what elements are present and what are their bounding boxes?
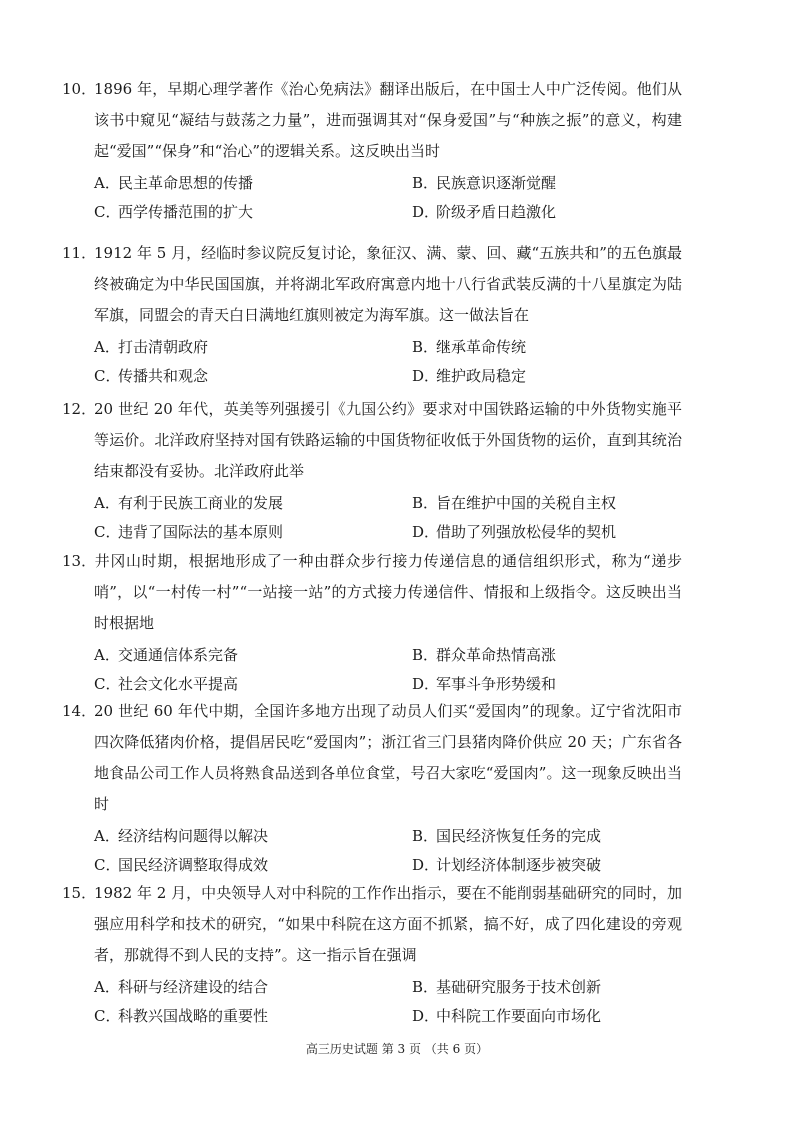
option-text: 科教兴国战略的重要性 — [118, 1007, 269, 1025]
option-text: 基础研究服务于技术创新 — [436, 978, 602, 996]
option-letter: B． — [412, 646, 439, 664]
option-text: 西学传播范围的扩大 — [118, 203, 254, 221]
question-number: 12． — [62, 400, 97, 418]
question-text: 1912 年 5 月，经临时参议院反复讨论，象征汉、满、蒙、回、藏“五族共和”的五色旗最终被确定为中华民国国旗，并将湖北军政府寓意内地十八行省武装反满的十八星旗定为陆军旗，同盟会的青天白日满地红旗则被定为海军旗。这一做法旨在 — [94, 244, 682, 324]
option-text: 阶级矛盾日趋激化 — [436, 203, 557, 221]
option-text: 科研与经济建设的结合 — [118, 978, 269, 996]
option-d[interactable] — [412, 362, 712, 391]
option-a[interactable] — [94, 641, 412, 670]
option-c[interactable] — [94, 198, 412, 227]
page-footer: 高三历史试题 第 3 页 （共 6 页） — [305, 1042, 489, 1056]
option-letter: D． — [412, 856, 440, 874]
option-text: 计划经济体制逐步被突破 — [436, 856, 602, 874]
option-text: 民主革命思想的传播 — [118, 174, 254, 192]
option-b[interactable] — [412, 973, 712, 1002]
option-text: 中科院工作要面向市场化 — [436, 1007, 602, 1025]
option-text: 社会文化水平提高 — [118, 675, 239, 693]
option-b[interactable] — [412, 489, 712, 518]
option-text: 军事斗争形势缓和 — [436, 675, 557, 693]
question-stem — [62, 394, 682, 487]
option-d[interactable] — [412, 1002, 712, 1031]
option-b[interactable] — [412, 333, 712, 362]
question-12 — [62, 394, 682, 547]
option-text: 打击清朝政府 — [118, 338, 209, 356]
question-number: 13． — [62, 552, 97, 570]
options — [94, 169, 682, 227]
option-letter: D． — [412, 675, 440, 693]
options — [94, 822, 682, 880]
question-10 — [62, 74, 682, 227]
question-15 — [62, 878, 682, 1031]
option-a[interactable] — [94, 973, 412, 1002]
question-text: 20 世纪 60 年代中期，全国许多地方出现了动员人们买“爱国肉”的现象。辽宁省沈阳市四次降低猪肉价格，提倡居民吃“爱国肉”；浙江省三门县猪肉降价供应 20 天；广东省各地食品公司工作人员将熟食品送到各单位食堂，号召大家吃“爱国肉”。这一现象反映出当时 — [94, 702, 682, 813]
options — [94, 641, 682, 699]
option-text: 继承革命传统 — [436, 338, 527, 356]
option-letter: D． — [412, 367, 440, 385]
option-letter: C． — [94, 203, 121, 221]
option-text: 有利于民族工商业的发展 — [118, 494, 284, 512]
option-text: 借助了列强放松侵华的契机 — [436, 523, 617, 541]
question-number: 10． — [62, 80, 97, 98]
option-letter: C． — [94, 367, 121, 385]
option-text: 群众革命热情高涨 — [436, 646, 557, 664]
option-text: 经济结构问题得以解决 — [118, 827, 269, 845]
question-stem — [62, 696, 682, 820]
option-letter: D． — [412, 1007, 440, 1025]
option-b[interactable] — [412, 641, 712, 670]
question-number: 15． — [62, 884, 97, 902]
option-letter: A． — [94, 827, 120, 845]
question-14 — [62, 696, 682, 880]
option-text: 国民经济恢复任务的完成 — [436, 827, 602, 845]
question-stem — [62, 74, 682, 167]
question-stem — [62, 238, 682, 331]
option-letter: B． — [412, 494, 439, 512]
option-text: 国民经济调整取得成效 — [118, 856, 269, 874]
question-text: 20 世纪 20 年代，英美等列强援引《九国公约》要求对中国铁路运输的中外货物实施平等运价。北洋政府坚持对国有铁路运输的中国货物征收低于外国货物的运价，直到其统治结束都没有妥协。北洋政府此举 — [94, 400, 682, 480]
option-letter: A． — [94, 978, 120, 996]
option-a[interactable] — [94, 822, 412, 851]
question-11 — [62, 238, 682, 391]
option-b[interactable] — [412, 169, 712, 198]
option-a[interactable] — [94, 333, 412, 362]
question-number: 11． — [62, 244, 97, 262]
option-a[interactable] — [94, 169, 412, 198]
option-d[interactable] — [412, 198, 712, 227]
question-text: 1982 年 2 月，中央领导人对中科院的工作作出指示，要在不能削弱基础研究的同时，加强应用科学和技术的研究，“如果中科院在这方面不抓紧，搞不好，成了四化建设的旁观者，那就得不到人民的支持”。这一指示旨在强调 — [94, 884, 682, 964]
option-text: 旨在维护中国的关税自主权 — [436, 494, 617, 512]
option-letter: B． — [412, 978, 439, 996]
option-letter: C． — [94, 523, 121, 541]
option-letter: B． — [412, 827, 439, 845]
option-letter: B． — [412, 174, 439, 192]
option-letter: D． — [412, 523, 440, 541]
option-letter: A． — [94, 338, 120, 356]
question-stem — [62, 546, 682, 639]
option-c[interactable] — [94, 362, 412, 391]
option-text: 传播共和观念 — [118, 367, 209, 385]
option-text: 维护政局稳定 — [436, 367, 527, 385]
question-text: 1896 年，早期心理学著作《治心免病法》翻译出版后，在中国士人中广泛传阅。他们从该书中窥见“凝结与鼓荡之力量”，进而强调其对“保身爱国”与“种族之振”的意义，构建起“爱国”“保身”和“治心”的逻辑关系。这反映出当时 — [94, 80, 682, 160]
option-text: 违背了国际法的基本原则 — [118, 523, 284, 541]
option-text: 交通通信体系完备 — [118, 646, 239, 664]
question-text: 井冈山时期，根据地形成了一种由群众步行接力传递信息的通信组织形式，称为“递步哨”，以“一村传一村”“一站接一站”的方式接力传递信件、情报和上级指令。这反映出当时根据地 — [94, 552, 682, 632]
option-letter: D． — [412, 203, 440, 221]
option-c[interactable] — [94, 1002, 412, 1031]
option-letter: C． — [94, 1007, 121, 1025]
option-letter: B． — [412, 338, 439, 356]
question-13 — [62, 546, 682, 699]
option-d[interactable] — [412, 851, 712, 880]
option-d[interactable] — [412, 670, 712, 699]
option-c[interactable] — [94, 851, 412, 880]
options — [94, 333, 682, 391]
options — [94, 489, 682, 547]
option-c[interactable] — [94, 670, 412, 699]
option-letter: C． — [94, 675, 121, 693]
option-a[interactable] — [94, 489, 412, 518]
question-number: 14． — [62, 702, 97, 720]
options — [94, 973, 682, 1031]
option-d[interactable] — [412, 518, 712, 547]
option-letter: A． — [94, 174, 120, 192]
option-c[interactable] — [94, 518, 412, 547]
option-b[interactable] — [412, 822, 712, 851]
option-text: 民族意识逐渐觉醒 — [436, 174, 557, 192]
option-letter: C． — [94, 856, 121, 874]
option-letter: A． — [94, 646, 120, 664]
option-letter: A． — [94, 494, 120, 512]
question-stem — [62, 878, 682, 971]
